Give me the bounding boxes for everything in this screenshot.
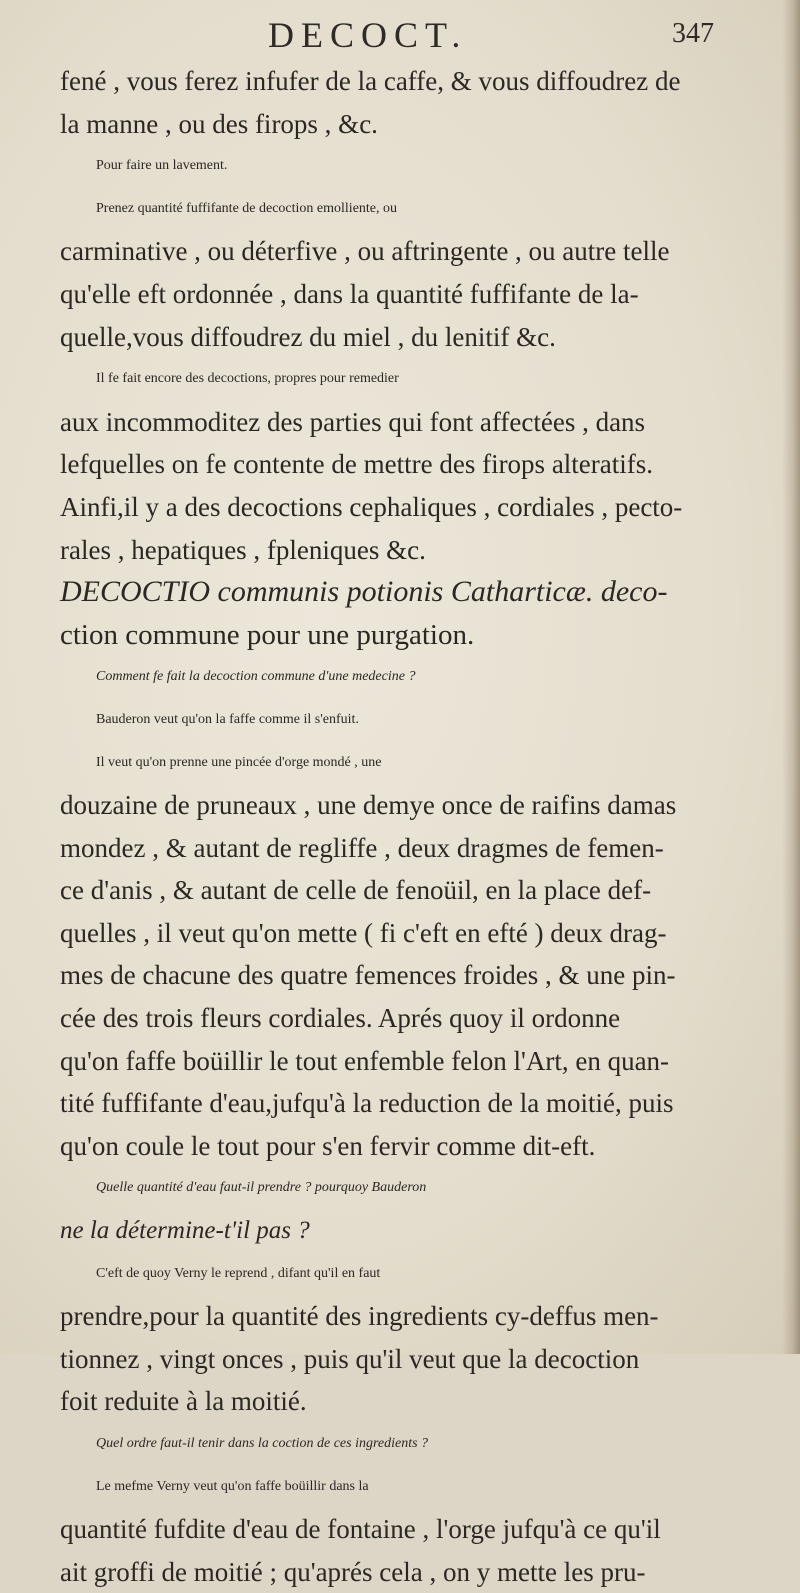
text-line: Ainfi,il y a des decoctions cephaliques , cordiales , pecto-	[60, 491, 683, 522]
text-line: mondez , & autant de regliffe , deux dragmes de femen-	[60, 832, 664, 863]
text-line: tionnez , vingt onces , puis qu'il veut que la decoction	[60, 1343, 640, 1374]
text-line: rales , hepatiques , fpleniques &c.	[60, 534, 426, 565]
text-line: Il fe fait encore des decoctions, propres pour remedier	[96, 371, 399, 387]
question-line: Quel ordre faut-il tenir dans la coction de ces ingredients ?	[96, 1436, 429, 1451]
text-line: tité fuffifante d'eau,jufqu'à la reduction de la moitié, puis	[60, 1088, 674, 1119]
text-line: ait groffi de moitié ; qu'aprés cela , on y mette les pru-	[60, 1556, 646, 1587]
text-line: la manne , ou des firops , &c.	[60, 108, 378, 139]
page-header	[0, 14, 800, 58]
page-number: 347	[672, 18, 714, 49]
text-line: prendre,pour la quantité des ingredients cy-deffus men-	[60, 1301, 659, 1332]
text-line: carminative , ou déterfive , ou aftringente , ou autre telle	[60, 236, 670, 267]
text-line: quelles , il veut qu'on mette ( fi c'eft en efté ) deux drag-	[60, 917, 667, 948]
body-text	[60, 60, 780, 1593]
text-line: Il veut qu'on prenne une pincée d'orge mondé , une	[96, 754, 382, 770]
text-line: foit reduite à la moitié.	[60, 1386, 307, 1417]
text-line: Bauderon veut qu'on la faffe comme il s'enfuit.	[96, 711, 359, 727]
text-line: fené , vous ferez infufer de la caffe, & vous diffoudrez de	[60, 66, 681, 96]
text-line: Prenez quantité fuffifante de decoction emolliente, ou	[96, 200, 398, 216]
text-line: ce d'anis , & autant de celle de fenoüil, en la place def-	[60, 875, 652, 906]
question-line: ne la détermine-t'il pas ?	[60, 1217, 310, 1245]
text-line: C'eft de quoy Verny le reprend , difant qu'il en faut	[96, 1265, 381, 1281]
text-line: mes de chacune des quatre femences froides , & une pin-	[60, 960, 676, 991]
text-line: douzaine de pruneaux , une demye once de raifins damas	[60, 790, 677, 821]
text-line: aux incommoditez des parties qui font affectées , dans	[60, 406, 646, 437]
text-line: cée des trois fleurs cordiales. Aprés quoy il ordonne	[60, 1003, 621, 1034]
text-line: Le mefme Verny veut qu'on faffe boüillir dans la	[96, 1478, 369, 1494]
text-line: lefquelles on fe contente de mettre des firops alteratifs.	[60, 449, 654, 480]
section-heading-french: ction commune pour une purgation.	[60, 618, 475, 651]
question-line: Quelle quantité d'eau faut-il prendre ? pourquoy Bauderon	[96, 1180, 427, 1196]
question-line: Comment fe fait la decoction commune d'une medecine ?	[96, 669, 416, 685]
text-line: Pour faire un lavement.	[96, 158, 228, 174]
text-line: qu'on coule le tout pour s'en fervir comme dit-eft.	[60, 1130, 596, 1161]
text-line: qu'elle eft ordonnée , dans la quantité fuffifante de la-	[60, 278, 639, 309]
text-line: qu'on faffe boüillir le tout enfemble felon l'Art, en quan-	[60, 1045, 670, 1076]
text-line: quelle,vous diffoudrez du miel , du lenitif &c.	[60, 321, 556, 352]
running-title: DECOCT.	[268, 15, 468, 55]
text-line: quantité fufdite d'eau de fontaine , l'orge jufqu'à ce qu'il	[60, 1514, 661, 1545]
page-edge-shadow	[782, 0, 800, 1354]
section-heading-latin: DECOCTIO communis potionis Catharticæ. deco-	[60, 575, 668, 609]
